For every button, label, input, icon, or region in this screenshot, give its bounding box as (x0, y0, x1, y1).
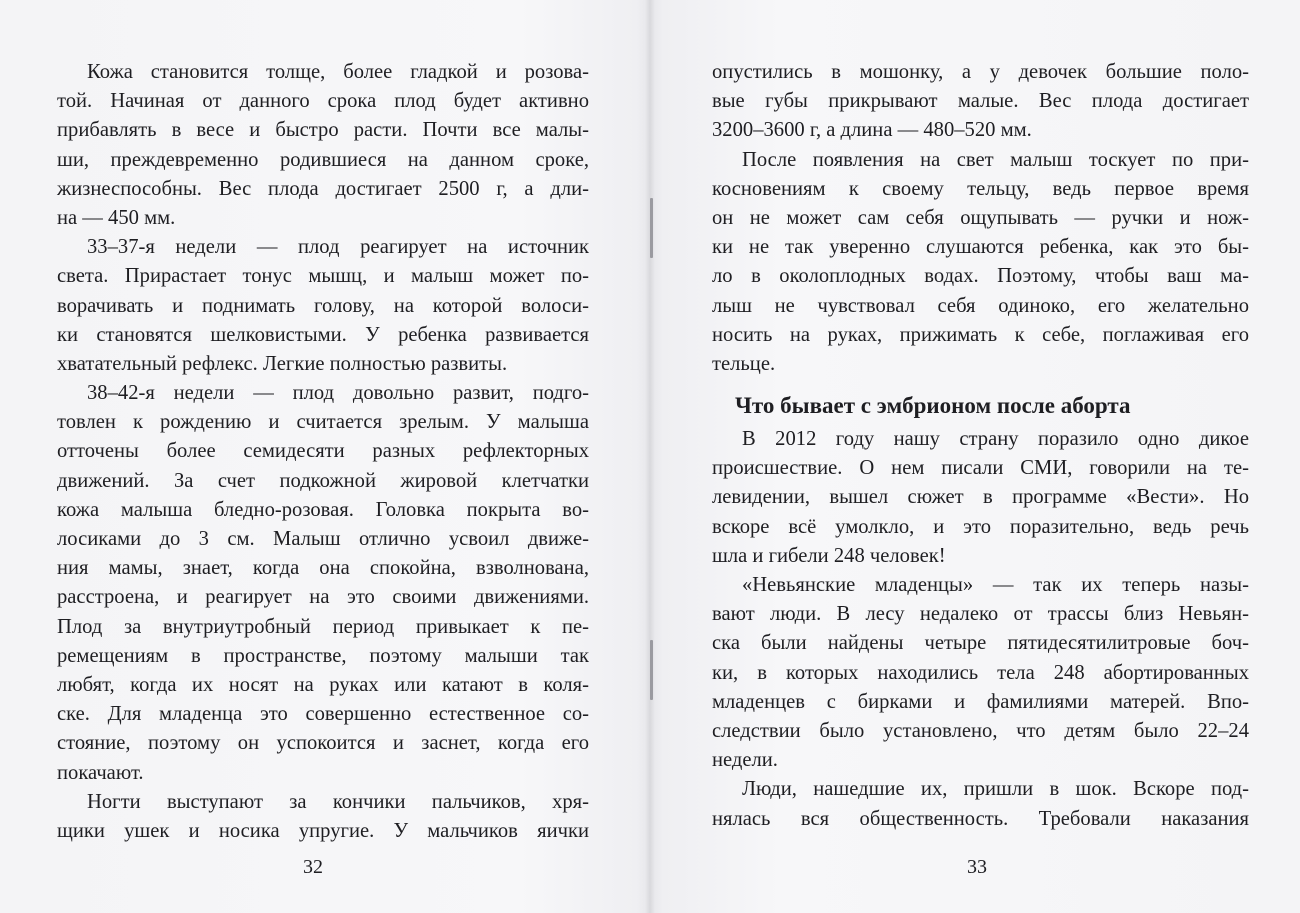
text-line: ремещениям в пространстве, поэтому малыши так (57, 644, 589, 667)
text-line: ворачивать и поднимать голову, на которой волоси- (57, 294, 589, 317)
text-line: косновениям к своему тельцу, ведь первое время (712, 177, 1249, 200)
text-line: он не может сам себя ощупывать — ручки и нож- (712, 206, 1249, 229)
section-heading: Что бывает с эмбрионом после аборта (735, 393, 1131, 419)
text-line: носить на руках, прижимать к себе, поглаживая его (712, 323, 1249, 346)
text-line: ки, в которых находились тела 248 абортированных (712, 661, 1249, 684)
text-line: Плод за внутриутробный период привыкает к пе- (57, 615, 589, 638)
text-line: вскоре всё умолкло, и это поразительно, ведь речь (712, 515, 1249, 538)
text-line: После появления на свет малыш тоскует по при- (742, 148, 1249, 171)
text-line: «Невьянские младенцы» — так их теперь назы- (742, 574, 1249, 596)
right-page-text-after-heading (712, 425, 1249, 834)
text-line: ло в околоплодных водах. Поэтому, чтобы ваш ма- (712, 265, 1249, 288)
text-line: Ногти выступают за кончики пальчиков, хря- (87, 790, 589, 813)
text-line: покачают. (57, 761, 144, 784)
text-line: щики ушек и носика упругие. У мальчиков яички (57, 819, 589, 842)
right-page-text (712, 58, 1249, 834)
text-line: нялась вся общественность. Требовали наказания (712, 807, 1249, 830)
page-number-right: 33 (967, 856, 987, 878)
text-line: 33–37-я недели — плод реагирует на источник (87, 236, 589, 259)
text-line: отточены более семидесяти разных рефлекторных (57, 440, 589, 463)
text-line: жизнеспособны. Вес плода достигает 2500 г, а дли- (57, 177, 589, 200)
text-line: хватательный рефлекс. Легкие полностью развиты. (57, 352, 508, 375)
text-line: стояние, поэтому он успокоится и заснет, когда его (57, 732, 589, 755)
text-line: света. Прирастает тонус мышц, и малыш может по- (57, 265, 589, 288)
text-line: кожа малыша бледно-розовая. Головка покрыта во- (57, 498, 589, 521)
text-line: лыш не чувствовал себя одиноко, его желательно (712, 294, 1249, 317)
text-line: младенцев с бирками и фамилиями матерей. Впо- (712, 690, 1249, 713)
text-line: недели. (712, 749, 778, 772)
text-line: лосиками до 3 см. Малыш отлично усвоил движе- (57, 528, 589, 550)
text-line: следствии было установлено, что детям было 22–24 (712, 719, 1249, 742)
text-line: той. Начиная от данного срока плод будет активно (57, 90, 589, 113)
text-line: ки становятся шелковистыми. У ребенка развивается (57, 323, 589, 346)
text-line: Кожа становится толще, более гладкой и розова- (87, 61, 589, 83)
text-line: тельце. (712, 352, 776, 375)
text-line: Люди, нашедшие их, пришли в шок. Вскоре под- (742, 778, 1249, 801)
text-line: на — 450 мм. (57, 206, 176, 229)
text-line: вают люди. В лесу недалеко от трассы близ Невьян- (712, 603, 1249, 626)
text-line: ния мамы, знает, когда она спокойна, взволнована, (57, 557, 589, 580)
right-page-text-before-heading (712, 58, 1249, 379)
text-line: товлен к рождению и считается зрелым. У малыша (57, 411, 589, 434)
text-line: любят, когда их носят на руках или катают в коля- (57, 673, 589, 696)
text-line: шла и гибели 248 человек! (712, 544, 946, 567)
text-line: левидении, вышел сюжет в программе «Вести». Но (712, 486, 1249, 509)
text-line: опустились в мошонку, а у девочек большие поло- (712, 61, 1249, 83)
text-line: 3200–3600 г, а длина — 480–520 мм. (712, 119, 1032, 142)
text-line: В 2012 году нашу страну поразило одно дикое (742, 428, 1249, 451)
text-line: 38–42-я недели — плод довольно развит, подго- (87, 382, 589, 405)
right-page (650, 0, 1300, 913)
text-line: прибавлять в весе и быстро расти. Почти все малы- (57, 119, 589, 142)
text-line: происшествие. О нем писали СМИ, говорили на те- (712, 457, 1249, 480)
text-line: вые губы прикрывают малые. Вес плода достигает (712, 90, 1249, 113)
left-page-text (57, 58, 589, 846)
text-line: расстроена, и реагирует на это своими движениями. (57, 586, 589, 609)
text-line: ки не так уверенно слушаются ребенка, как это бы- (712, 236, 1249, 259)
text-line: ши, преждевременно родившиеся на данном сроке, (57, 148, 589, 171)
text-line: движений. За счет подкожной жировой клетчатки (57, 469, 589, 492)
page-number-left: 32 (303, 856, 323, 878)
text-line: ска были найдены четыре пятидесятилитровые боч- (712, 632, 1249, 655)
text-line: ске. Для младенца это совершенно естественное со- (57, 703, 589, 726)
